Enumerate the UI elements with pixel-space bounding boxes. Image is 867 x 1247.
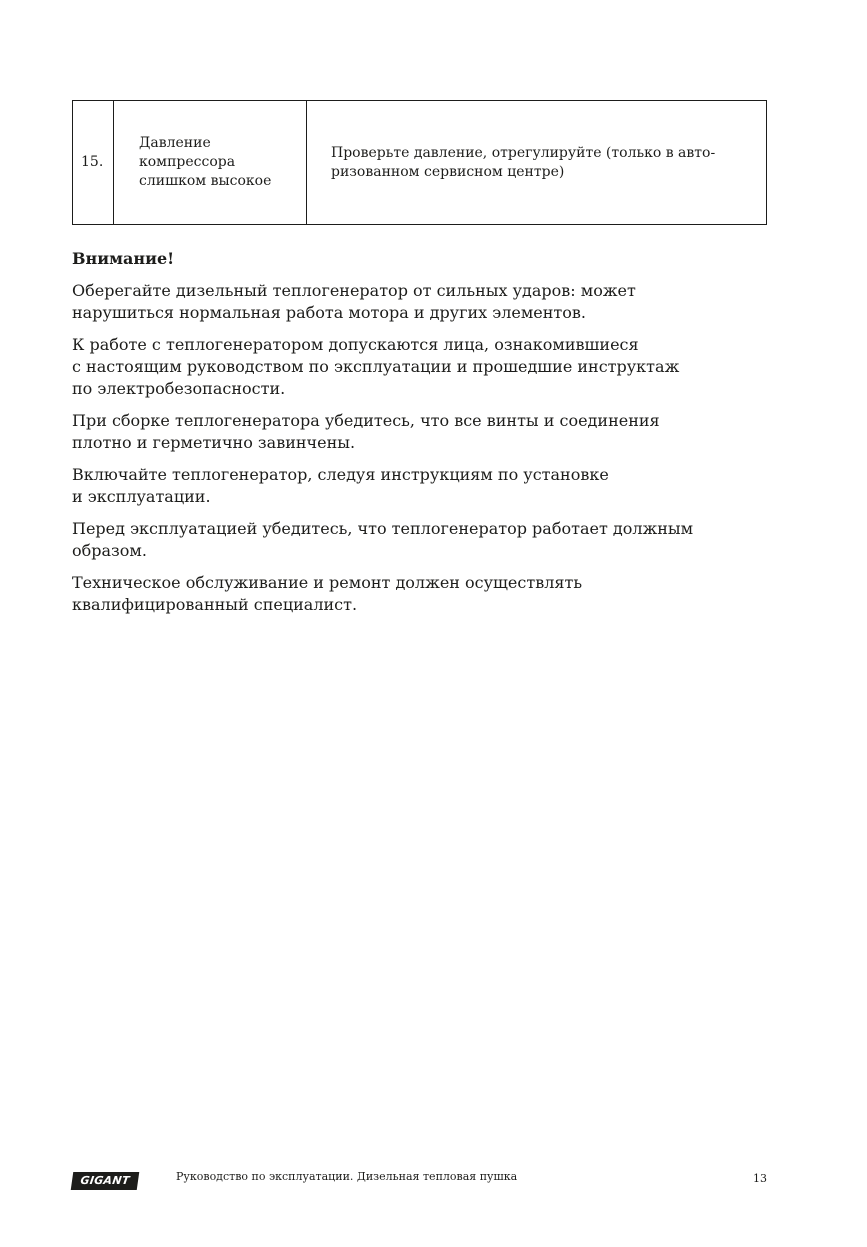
solution-cell: [307, 101, 767, 225]
warning-paragraph: Включайте теплогенератор, следуя инструкциям по установке и эксплуатации.: [72, 465, 609, 506]
problem-text: Давление компрессора слишком высокое: [139, 135, 272, 189]
solution-text: Проверьте давление, отрегулируйте (только в авто- ризованном сервисном центре): [331, 144, 716, 180]
page-footer: [72, 1168, 767, 1192]
warning-title: Внимание!: [72, 249, 175, 268]
warning-section: [72, 248, 772, 626]
document-title: Руководство по эксплуатации. Дизельная тепловая пушка: [176, 1170, 518, 1183]
row-number-cell: [73, 101, 114, 225]
warning-paragraph: Техническое обслуживание и ремонт должен осуществлять квалифицированный специалист.: [72, 573, 583, 614]
brand-logo: GIGANT: [71, 1172, 140, 1190]
warning-paragraph: Оберегайте дизельный теплогенератор от сильных ударов: может нарушиться нормальная работа мотора и других элементов.: [72, 281, 636, 322]
warning-paragraph: Перед эксплуатацией убедитесь, что теплогенератор работает должным образом.: [72, 519, 694, 560]
warning-paragraph: При сборке теплогенератора убедитесь, что все винты и соединения плотно и герметично завинчены.: [72, 411, 660, 452]
troubleshooting-table: [72, 100, 767, 225]
row-number: 15.: [81, 154, 104, 170]
problem-cell: [114, 101, 307, 225]
page-number: 13: [753, 1172, 767, 1185]
warning-paragraph: К работе с теплогенератором допускаются лица, ознакомившиеся с настоящим руководством по эксплуатации и прошедшие инструктаж по электробезопасности.: [72, 335, 680, 398]
table-row: [73, 101, 767, 225]
